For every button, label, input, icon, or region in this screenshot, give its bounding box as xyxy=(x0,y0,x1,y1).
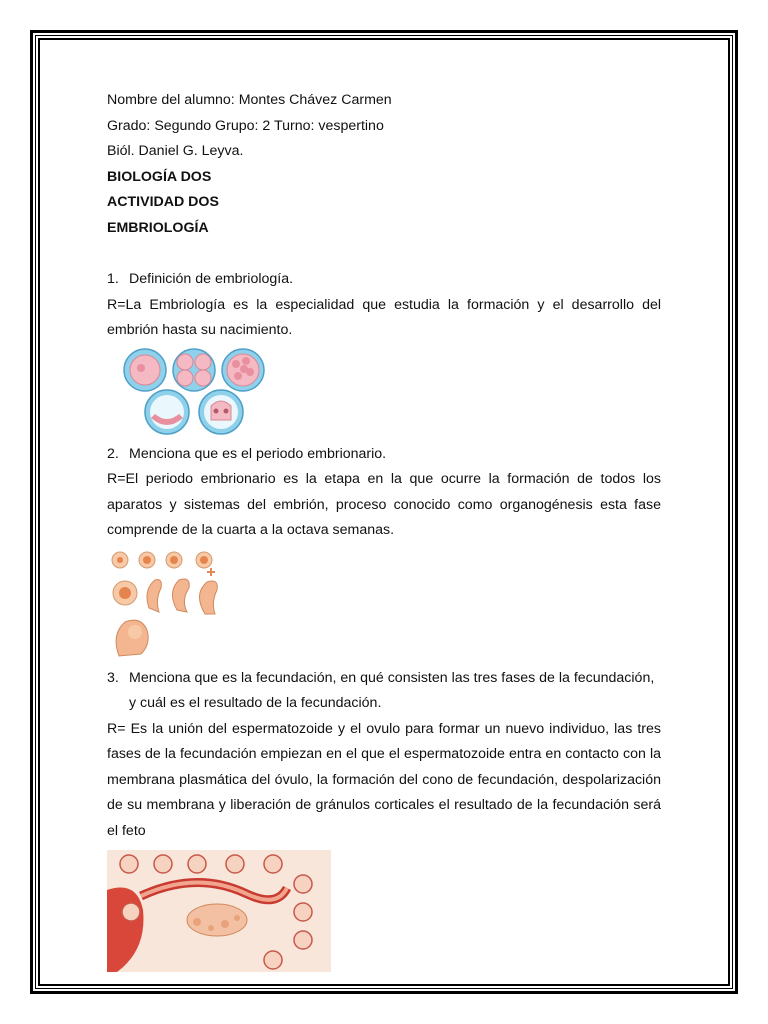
question-2 xyxy=(107,442,661,468)
cell-stage-4 xyxy=(145,390,189,434)
fertilization-process-figure xyxy=(107,850,331,972)
question-number: 1. xyxy=(107,271,119,287)
grade-info: Grado: Segundo Grupo: 2 Turno: vespertino xyxy=(107,117,384,134)
activity-title: ACTIVIDAD DOS xyxy=(107,194,219,210)
answer-3: R= Es la unión del espermatozoide y el ovulo para formar un nuevo individuo, las tres fases de la fecundación empiezan en el que el espermatozoide entra en contacto con la membrana plasmática del óvulo, la formación del cono de fecundación, despolarización de su membrana y liberación de gránulos corticales el resultado de la fecundación será el feto xyxy=(107,720,661,839)
topic-title: EMBRIOLOGÍA xyxy=(107,219,209,236)
question-3 xyxy=(107,666,661,717)
cell-stage-1 xyxy=(124,349,166,391)
embryo-development-figure xyxy=(107,548,227,660)
question-1 xyxy=(107,267,661,293)
question-text: Definición de embriología. xyxy=(129,271,294,287)
subject-title: BIOLOGÍA DOS xyxy=(107,168,212,185)
teacher-name: Biól. Daniel G. Leyva. xyxy=(107,143,244,159)
cleavage-stages-figure xyxy=(119,348,269,436)
answer-2: R=El periodo embrionario es la etapa en la que ocurre la formación de todos los aparatos y sistemas del embrión, proceso conocido como organogénesis esta fase comprende de la cuarta a la octava semanas. xyxy=(107,471,661,538)
question-text: Menciona que es la fecundación, en qué consisten las tres fases de la fecundación, y cuál es el resultado de la fecundación. xyxy=(129,669,655,711)
cell-stage-3 xyxy=(222,349,264,391)
question-text: Menciona que es el periodo embrionario. xyxy=(129,445,387,462)
document-body xyxy=(107,88,661,972)
student-name: Nombre del alumno: Montes Chávez Carmen xyxy=(107,92,392,108)
cell-stage-2 xyxy=(173,349,215,391)
cell-stage-5 xyxy=(199,390,243,434)
question-number: 3. xyxy=(107,669,119,686)
question-number: 2. xyxy=(107,445,119,462)
answer-1: R=La Embriología es la especialidad que estudia la formación y el desarrollo del embrión hasta su nacimiento. xyxy=(107,296,661,338)
